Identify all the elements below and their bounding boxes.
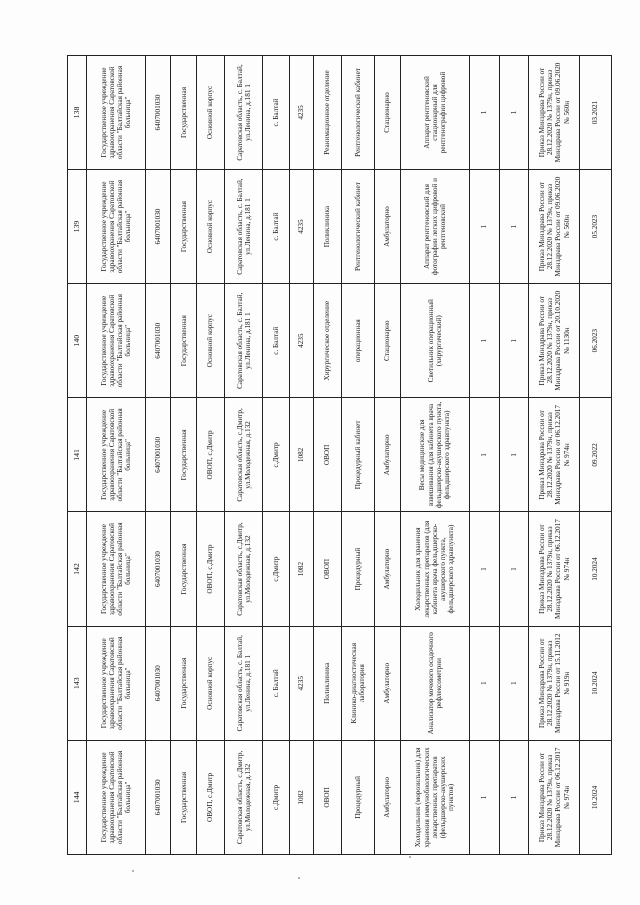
table-cell: 144: [68, 740, 87, 854]
table-cell: Амбулаторно: [375, 398, 400, 512]
table-cell: с.Дмитр: [263, 740, 289, 854]
rotated-table-frame: [67, 55, 612, 855]
scan-speck: [298, 877, 300, 879]
table-cell: Поликлиника: [314, 626, 341, 740]
table-cell: Приказ Минздрава России от 28.12.2020 № 1379н, приказ Минздрава России от 06.12.2017 № 974н: [529, 740, 580, 854]
table-cell: с. Балтай: [263, 626, 289, 740]
table-cell: Процедурный: [341, 512, 375, 626]
table-cell: 1082: [289, 398, 313, 512]
table-cell: Государственное учреждение здравоохранения Саратовской области "Балтайская районная больница": [87, 284, 146, 398]
table-cell: 6407001030: [146, 284, 171, 398]
table-cell: 1: [470, 398, 500, 512]
table-cell: Стационарно: [375, 56, 400, 170]
table-cell: 1: [499, 626, 529, 740]
table-cell: 05.2023: [580, 169, 612, 283]
table-row: [470, 56, 500, 855]
table-cell: Приказ Минздрава России от 28.12.2020 № 1379н, приказ Минздрава России от 06.12.2017 № 974н: [529, 512, 580, 626]
table-cell: Государственное учреждение здравоохранения Саратовской области "Балтайская районная больница": [87, 398, 146, 512]
table-cell: Государственная: [171, 169, 196, 283]
table-cell: 143: [68, 626, 87, 740]
table-cell: 1: [470, 512, 500, 626]
table-cell: 4235: [289, 626, 313, 740]
table-cell: Стационарно: [375, 284, 400, 398]
table-cell: операционная: [341, 284, 375, 398]
equipment-registry-table: [67, 55, 612, 855]
table-cell: 4235: [289, 169, 313, 283]
table-cell: Государственная: [171, 626, 196, 740]
table-cell: 1: [499, 512, 529, 626]
table-cell: 1: [499, 398, 529, 512]
table-cell: 10.2024: [580, 512, 612, 626]
table-cell: 1: [470, 284, 500, 398]
table-cell: 4235: [289, 284, 313, 398]
table-cell: 4235: [289, 56, 313, 170]
table-cell: Государственное учреждение здравоохранения Саратовской области "Балтайская районная больница": [87, 169, 146, 283]
table-cell: 6407001030: [146, 740, 171, 854]
table-cell: Государственное учреждение здравоохранения Саратовской области "Балтайская районная больница": [87, 626, 146, 740]
table-cell: Приказ Минздрава России от 28.12.2020 № 1379н, приказ Минздрава России от 09.06.2020 № 560н: [529, 169, 580, 283]
table-row: [499, 56, 529, 855]
table-cell: Основной корпус: [196, 284, 225, 398]
table-cell: Государственная: [171, 56, 196, 170]
table-cell: 09.2022: [580, 398, 612, 512]
scan-speck: [409, 856, 411, 858]
table-cell: Аппарат рентгеновский для фотографии легких цифровой и рентгеновский: [400, 169, 470, 283]
table-cell: Приказ Минздрава России от 28.12.2020 № 1379н, приказ Минздрава России от 20.10.2020 № 1130н: [529, 284, 580, 398]
table-cell: Саратовская область, с. Балтай, ул.Ленина, д.181 1: [225, 284, 263, 398]
table-row: [341, 56, 375, 855]
table-cell: Государственное учреждение здравоохранения Саратовской области "Балтайская районная больница": [87, 740, 146, 854]
table-cell: 6407001030: [146, 626, 171, 740]
table-cell: Основной корпус: [196, 626, 225, 740]
table-cell: Саратовская область, с.Дмитр, ул.Молодежная, д.132: [225, 398, 263, 512]
table-cell: Амбулаторно: [375, 169, 400, 283]
table-row: [68, 56, 87, 855]
table-cell: Приказ Минздрава России от 28.12.2020 № 1379н, приказ Минздрава России от 06.12.2017 № 974н: [529, 398, 580, 512]
table-row: [87, 56, 146, 855]
table-cell: 6407001030: [146, 56, 171, 170]
table-cell: Государственная: [171, 740, 196, 854]
table-cell: Холодильник (морозильник) для хранения иммунобиологических лекарственных препаратов (фельдшерско-акушерских пунктов): [400, 740, 470, 854]
table-cell: 139: [68, 169, 87, 283]
table-cell: Приказ Минздрава России от 28.12.2020 № 1379н, приказ Минздрава России от 09.06.2020 № 560н: [529, 56, 580, 170]
table-cell: 03.2021: [580, 56, 612, 170]
table-cell: Приказ Минздрава России от 28.12.2020 № 1379н, приказ Минздрава России от 15.11.2012 № 919н: [529, 626, 580, 740]
table-cell: Процедурный: [341, 740, 375, 854]
table-cell: Поликлиника: [314, 169, 341, 283]
table-row: [225, 56, 263, 855]
table-row: [375, 56, 400, 855]
table-cell: 1: [470, 626, 500, 740]
table-cell: Процедурный кабинет: [341, 398, 375, 512]
table-cell: 10.2024: [580, 626, 612, 740]
table-cell: с. Балтай: [263, 284, 289, 398]
table-cell: ОВОП, с.Дмитр: [196, 398, 225, 512]
table-cell: Саратовская область, с.Дмитр, ул.Молодежная, д.132: [225, 740, 263, 854]
table-cell: Основной корпус: [196, 169, 225, 283]
table-cell: Государственное учреждение здравоохранения Саратовской области "Балтайская районная больница": [87, 512, 146, 626]
table-cell: 142: [68, 512, 87, 626]
table-row: [263, 56, 289, 855]
table-cell: Аппарат рентгеновский стационарный для рентгенографии цифровой: [400, 56, 470, 170]
table-cell: Государственная: [171, 512, 196, 626]
table-row: [146, 56, 171, 855]
table-cell: Холодильник для хранения лекарственных препаратов (для кабинета врача фельдшерско-акушерского пункта, фельдшерского здравпункта): [400, 512, 470, 626]
table-cell: Основной корпус: [196, 56, 225, 170]
table-row: [289, 56, 313, 855]
table-row: [400, 56, 470, 855]
table-cell: 1: [470, 56, 500, 170]
table-cell: 10.2024: [580, 740, 612, 854]
table-cell: 06.2023: [580, 284, 612, 398]
table-cell: Анализатор мочевого осадочного рефлексометрии: [400, 626, 470, 740]
table-cell: с.Дмитр: [263, 512, 289, 626]
table-row: [529, 56, 580, 855]
table-cell: Государственная: [171, 398, 196, 512]
scan-speck: [132, 870, 134, 872]
table-cell: Амбулаторно: [375, 626, 400, 740]
table-cell: Рентгенологический кабинет: [341, 169, 375, 283]
table-cell: 138: [68, 56, 87, 170]
table-cell: Саратовская область, с. Балтай, ул.Ленина, д.181 1: [225, 169, 263, 283]
table-cell: Амбулаторно: [375, 512, 400, 626]
table-cell: Клинико-диагностическая лаборатория: [341, 626, 375, 740]
table-cell: Саратовская область, с. Балтай, ул.Ленина, д.181 1: [225, 626, 263, 740]
table-row: [580, 56, 612, 855]
table-cell: Хирургическое отделение: [314, 284, 341, 398]
table-cell: Саратовская область, с.Дмитр, ул.Молодежная, д.132: [225, 512, 263, 626]
table-cell: 1: [499, 740, 529, 854]
table-cell: 6407001030: [146, 398, 171, 512]
table-cell: 6407001030: [146, 169, 171, 283]
table-cell: 1082: [289, 740, 313, 854]
table-cell: 140: [68, 284, 87, 398]
table-cell: Светильник операционный (хирургический): [400, 284, 470, 398]
table-cell: Реанимационное отделение: [314, 56, 341, 170]
table-cell: ОВОП: [314, 740, 341, 854]
table-row: [314, 56, 341, 855]
table-cell: ОВОП, с.Дмитр: [196, 512, 225, 626]
table-cell: Государственная: [171, 284, 196, 398]
table-cell: с.Дмитр: [263, 398, 289, 512]
table-cell: с. Балтай: [263, 169, 289, 283]
table-cell: ОВОП: [314, 398, 341, 512]
table-cell: с. Балтай: [263, 56, 289, 170]
table-cell: Весы медицинские для взвешивания (для кабинета врача фельдшерско-акушерского пункта, фельдшерского здравпункта): [400, 398, 470, 512]
table-cell: Рентгенологический кабинет: [341, 56, 375, 170]
table-cell: 1: [470, 740, 500, 854]
table-cell: Амбулаторно: [375, 740, 400, 854]
table-row: [196, 56, 225, 855]
table-row: [171, 56, 196, 855]
table-cell: 1: [499, 169, 529, 283]
table-cell: 6407001030: [146, 512, 171, 626]
table-cell: ОВОП: [314, 512, 341, 626]
table-cell: 1082: [289, 512, 313, 626]
table-cell: Государственное учреждение здравоохранения Саратовской области "Балтайская районная больница": [87, 56, 146, 170]
table-cell: Саратовская область, с. Балтай, ул.Ленина, д.181 1: [225, 56, 263, 170]
table-cell: 1: [470, 169, 500, 283]
table-cell: ОВОП, с.Дмитр: [196, 740, 225, 854]
table-cell: 141: [68, 398, 87, 512]
table-cell: 1: [499, 56, 529, 170]
table-cell: 1: [499, 284, 529, 398]
